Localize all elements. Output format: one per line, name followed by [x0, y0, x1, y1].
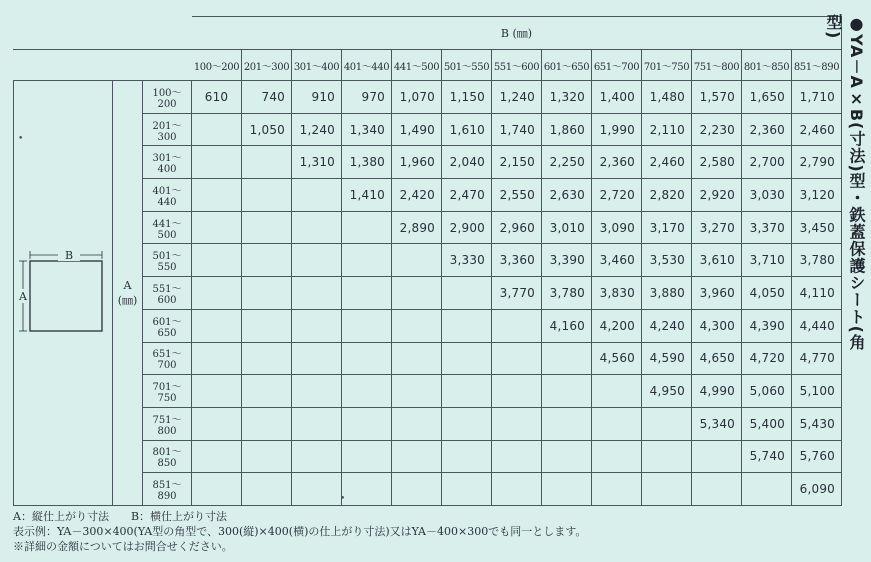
- price-cell: [442, 473, 492, 506]
- b-range-header: 201～300: [242, 50, 292, 81]
- price-cell: [342, 244, 392, 277]
- price-cell: 1,490: [392, 113, 442, 146]
- price-cell: [292, 440, 342, 473]
- price-cell: 2,250: [542, 146, 592, 179]
- price-cell: 3,460: [592, 244, 642, 277]
- price-cell: [242, 440, 292, 473]
- price-cell: [192, 113, 242, 146]
- corner-blank: [14, 50, 192, 81]
- price-cell: 1,990: [592, 113, 642, 146]
- b-range-header: 651～700: [592, 50, 642, 81]
- price-cell: 4,770: [792, 342, 842, 375]
- price-cell: 4,240: [642, 309, 692, 342]
- price-cell: 910: [292, 81, 342, 114]
- price-cell: 6,090: [792, 473, 842, 506]
- price-table: [13, 16, 842, 506]
- price-cell: 2,230: [692, 113, 742, 146]
- a-range-label: 851～890: [143, 473, 192, 506]
- price-cell: [292, 277, 342, 310]
- a-range-label: 441～500: [143, 211, 192, 244]
- price-cell: 1,150: [442, 81, 492, 114]
- price-cell: 2,110: [642, 113, 692, 146]
- price-cell: [192, 179, 242, 212]
- price-cell: [192, 375, 242, 408]
- a-range-label: 501～550: [143, 244, 192, 277]
- price-cell: [742, 473, 792, 506]
- price-cell: [442, 440, 492, 473]
- price-cell: [192, 407, 242, 440]
- price-cell: 1,960: [392, 146, 442, 179]
- price-cell: 3,010: [542, 211, 592, 244]
- price-cell: 1,380: [342, 146, 392, 179]
- price-cell: 3,830: [592, 277, 642, 310]
- price-cell: [642, 407, 692, 440]
- price-cell: [392, 342, 442, 375]
- b-range-header: 501～550: [442, 50, 492, 81]
- price-cell: 5,430: [792, 407, 842, 440]
- price-cell: 4,200: [592, 309, 642, 342]
- shape-diagram-cell: [14, 81, 113, 506]
- price-cell: 1,740: [492, 113, 542, 146]
- price-cell: 3,780: [542, 277, 592, 310]
- price-cell: [242, 179, 292, 212]
- price-cell: 2,890: [392, 211, 442, 244]
- price-cell: 5,760: [792, 440, 842, 473]
- a-range-label: 751～800: [143, 407, 192, 440]
- price-cell: 4,950: [642, 375, 692, 408]
- price-cell: 3,450: [792, 211, 842, 244]
- price-cell: [342, 473, 392, 506]
- price-cell: [292, 309, 342, 342]
- a-range-label: 701～750: [143, 375, 192, 408]
- price-cell: 1,410: [342, 179, 392, 212]
- price-cell: 2,900: [442, 211, 492, 244]
- price-cell: [442, 309, 492, 342]
- price-cell: [492, 440, 542, 473]
- price-cell: [292, 211, 342, 244]
- b-range-header: 701～750: [642, 50, 692, 81]
- price-cell: [242, 473, 292, 506]
- price-cell: [492, 473, 542, 506]
- price-cell: [442, 407, 492, 440]
- price-cell: 3,770: [492, 277, 542, 310]
- price-cell: 3,780: [792, 244, 842, 277]
- price-cell: [192, 211, 242, 244]
- price-cell: 2,580: [692, 146, 742, 179]
- price-cell: [392, 407, 442, 440]
- price-cell: [692, 473, 742, 506]
- price-cell: 2,700: [742, 146, 792, 179]
- price-cell: [292, 473, 342, 506]
- price-cell: 5,340: [692, 407, 742, 440]
- price-cell: 2,360: [742, 113, 792, 146]
- price-cell: 2,420: [392, 179, 442, 212]
- price-row: [14, 81, 842, 114]
- page-title: ●YA－A×B(寸法)型・鉄蓋保護シート(角型): [824, 14, 866, 351]
- price-cell: [192, 342, 242, 375]
- price-cell: [392, 309, 442, 342]
- price-cell: [392, 375, 442, 408]
- b-range-header: 751～800: [692, 50, 742, 81]
- a-range-label: 651～700: [143, 342, 192, 375]
- price-cell: [442, 342, 492, 375]
- price-cell: [392, 440, 442, 473]
- b-dimension-label: B: [64, 249, 74, 263]
- price-cell: [542, 407, 592, 440]
- a-range-label: 100～200: [143, 81, 192, 114]
- a-range-label: 301～400: [143, 146, 192, 179]
- price-cell: [642, 440, 692, 473]
- price-cell: 1,570: [692, 81, 742, 114]
- price-cell: 2,550: [492, 179, 542, 212]
- price-cell: 3,960: [692, 277, 742, 310]
- price-cell: [242, 375, 292, 408]
- square-outline: [30, 261, 102, 331]
- b-range-header: 851～890: [792, 50, 842, 81]
- price-cell: [492, 309, 542, 342]
- price-cell: [292, 179, 342, 212]
- price-cell: 4,440: [792, 309, 842, 342]
- price-cell: [592, 407, 642, 440]
- price-cell: [292, 407, 342, 440]
- price-cell: [592, 473, 642, 506]
- scan-mark: •: [340, 494, 346, 504]
- price-cell: [342, 440, 392, 473]
- price-cell: 1,240: [292, 113, 342, 146]
- price-cell: [542, 473, 592, 506]
- a-axis-header: [113, 81, 143, 506]
- price-cell: [342, 211, 392, 244]
- price-cell: [492, 407, 542, 440]
- a-dimension-label: A: [19, 290, 27, 304]
- scan-mark: •: [18, 134, 24, 144]
- price-cell: [242, 277, 292, 310]
- a-range-label: 401～440: [143, 179, 192, 212]
- price-cell: [692, 440, 742, 473]
- price-cell: 4,990: [692, 375, 742, 408]
- price-cell: 4,590: [642, 342, 692, 375]
- price-cell: 3,330: [442, 244, 492, 277]
- price-cell: 4,160: [542, 309, 592, 342]
- price-cell: 1,400: [592, 81, 642, 114]
- legend-note: A：縦仕上がり寸法 B：横仕上がり寸法: [13, 510, 228, 523]
- b-range-header: 801～850: [742, 50, 792, 81]
- price-cell: 1,070: [392, 81, 442, 114]
- price-cell: 3,030: [742, 179, 792, 212]
- price-cell: 740: [242, 81, 292, 114]
- price-cell: 2,820: [642, 179, 692, 212]
- example-note: 表示例：YA－300×400(YA型の角型で、300(縦)×400(横)の仕上がり寸法)又はYA－400×300でも同一とします。: [13, 525, 587, 538]
- price-cell: [592, 440, 642, 473]
- price-cell: 1,710: [792, 81, 842, 114]
- price-cell: [192, 440, 242, 473]
- detail-note: ※詳細の金額についてはお問合せください。: [13, 540, 233, 553]
- price-cell: 1,240: [492, 81, 542, 114]
- price-cell: 4,560: [592, 342, 642, 375]
- price-cell: 1,610: [442, 113, 492, 146]
- price-cell: 1,310: [292, 146, 342, 179]
- price-cell: 5,100: [792, 375, 842, 408]
- price-cell: 3,090: [592, 211, 642, 244]
- price-cell: 5,740: [742, 440, 792, 473]
- price-cell: [542, 440, 592, 473]
- price-cell: [442, 277, 492, 310]
- price-cell: 4,300: [692, 309, 742, 342]
- price-cell: [542, 375, 592, 408]
- a-range-label: 551～600: [143, 277, 192, 310]
- price-cell: [542, 342, 592, 375]
- price-cell: [192, 473, 242, 506]
- price-cell: 3,880: [642, 277, 692, 310]
- price-cell: 2,460: [792, 113, 842, 146]
- price-cell: 1,480: [642, 81, 692, 114]
- a-axis-unit: (㎜): [117, 293, 138, 307]
- price-cell: [342, 375, 392, 408]
- a-range-label: 601～650: [143, 309, 192, 342]
- price-cell: 2,470: [442, 179, 492, 212]
- price-cell: [242, 211, 292, 244]
- price-cell: 2,960: [492, 211, 542, 244]
- price-cell: [492, 342, 542, 375]
- notes: [13, 509, 586, 554]
- price-cell: 610: [192, 81, 242, 114]
- price-cell: [192, 244, 242, 277]
- price-cell: 4,650: [692, 342, 742, 375]
- price-cell: [392, 244, 442, 277]
- price-cell: [292, 375, 342, 408]
- price-cell: [342, 277, 392, 310]
- price-cell: [192, 309, 242, 342]
- price-cell: [242, 309, 292, 342]
- price-cell: [242, 244, 292, 277]
- price-cell: 2,150: [492, 146, 542, 179]
- price-cell: 4,720: [742, 342, 792, 375]
- price-cell: 3,390: [542, 244, 592, 277]
- price-cell: [242, 342, 292, 375]
- price-cell: 4,390: [742, 309, 792, 342]
- price-cell: [242, 146, 292, 179]
- square-shape-diagram: [14, 85, 112, 497]
- price-cell: [242, 407, 292, 440]
- price-cell: [642, 473, 692, 506]
- price-cell: [192, 277, 242, 310]
- a-axis-letter: A: [123, 278, 132, 292]
- price-cell: 3,710: [742, 244, 792, 277]
- price-cell: 3,610: [692, 244, 742, 277]
- price-cell: 3,360: [492, 244, 542, 277]
- price-cell: 1,650: [742, 81, 792, 114]
- b-range-header: 551～600: [492, 50, 542, 81]
- price-cell: [392, 277, 442, 310]
- price-cell: [592, 375, 642, 408]
- corner-blank: [14, 17, 192, 50]
- price-cell: 2,790: [792, 146, 842, 179]
- price-cell: 3,170: [642, 211, 692, 244]
- price-cell: 2,630: [542, 179, 592, 212]
- price-cell: [392, 473, 442, 506]
- price-cell: 1,320: [542, 81, 592, 114]
- b-range-header: 441～500: [392, 50, 442, 81]
- price-cell: [442, 375, 492, 408]
- b-axis-header: B (㎜): [192, 17, 842, 50]
- price-cell: [342, 342, 392, 375]
- price-cell: [292, 342, 342, 375]
- price-cell: [492, 375, 542, 408]
- price-cell: 3,530: [642, 244, 692, 277]
- price-cell: 2,720: [592, 179, 642, 212]
- price-cell: 3,120: [792, 179, 842, 212]
- price-cell: 3,370: [742, 211, 792, 244]
- price-cell: 2,460: [642, 146, 692, 179]
- price-cell: 5,060: [742, 375, 792, 408]
- price-cell: 970: [342, 81, 392, 114]
- price-cell: 5,400: [742, 407, 792, 440]
- price-cell: 1,340: [342, 113, 392, 146]
- price-cell: 1,050: [242, 113, 292, 146]
- a-range-label: 801～850: [143, 440, 192, 473]
- b-range-header: 100～200: [192, 50, 242, 81]
- price-cell: 2,360: [592, 146, 642, 179]
- price-cell: [292, 244, 342, 277]
- price-cell: 2,040: [442, 146, 492, 179]
- price-cell: [342, 309, 392, 342]
- price-cell: 3,270: [692, 211, 742, 244]
- price-cell: 1,860: [542, 113, 592, 146]
- b-range-header: 401～440: [342, 50, 392, 81]
- price-cell: 4,110: [792, 277, 842, 310]
- a-range-label: 201～300: [143, 113, 192, 146]
- b-range-header: 601～650: [542, 50, 592, 81]
- price-cell: [342, 407, 392, 440]
- price-cell: [192, 146, 242, 179]
- b-range-header: 301～400: [292, 50, 342, 81]
- price-cell: 2,920: [692, 179, 742, 212]
- price-cell: 4,050: [742, 277, 792, 310]
